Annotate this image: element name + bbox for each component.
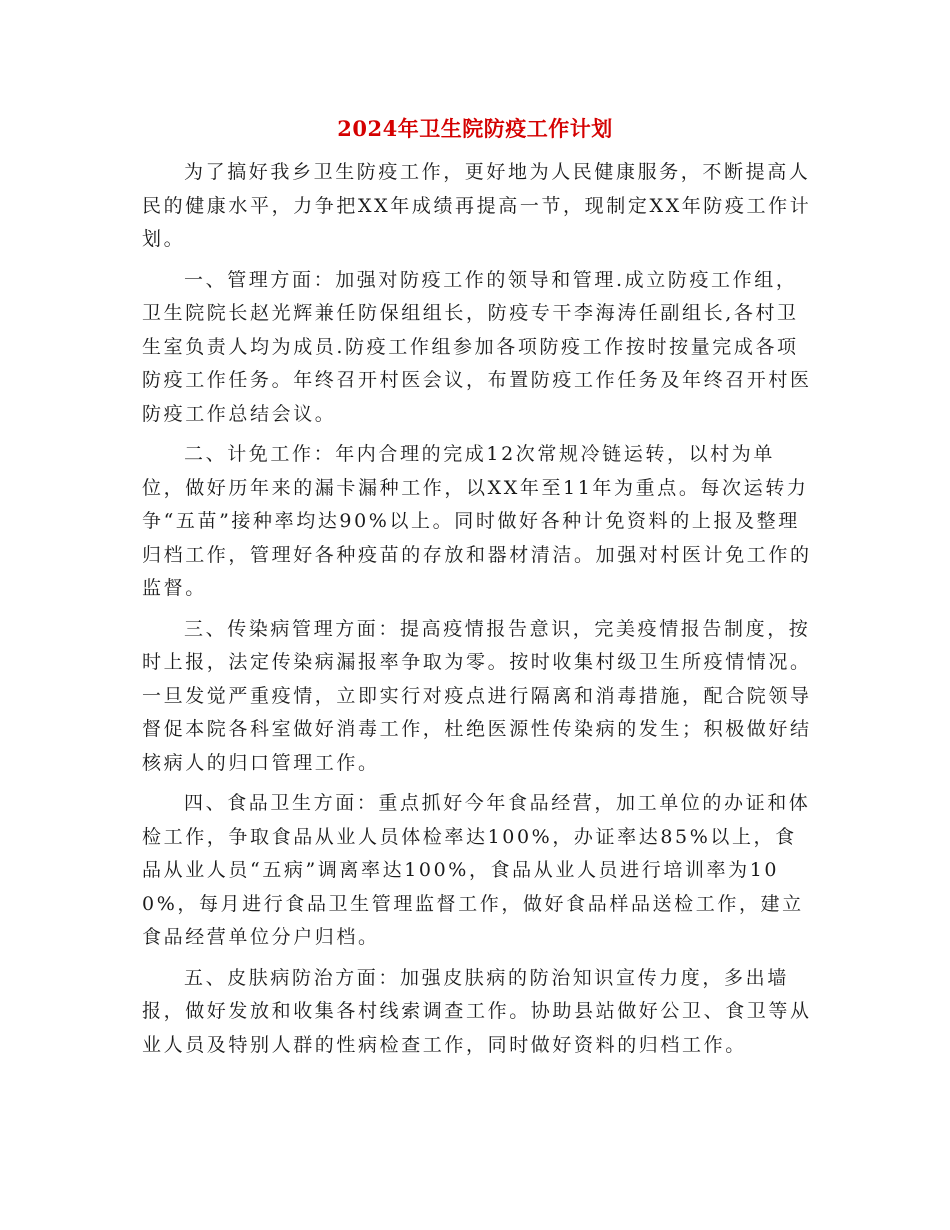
document-body [142,156,817,1069]
paragraph-immunization: 二、计免工作：年内合理的完成12次常规冷链运转，以村为单位，做好历年来的漏卡漏种工作，以XX年至11年为重点。每次运转力争“五苗”接种率均达90%以上。同时做好各种计免资料的上报及整理归档工作，管理好各种疫苗的存放和器材清洁。加强对村医计免工作的监督。 [142,443,812,599]
paragraph-management: 一、管理方面：加强对防疫工作的领导和管理.成立防疫工作组，卫生院院长赵光辉兼任防保组组长，防疫专干李海涛任副组长,各村卫生室负责人均为成员.防疫工作组参加各项防疫工作按时按量完成各项防疫工作任务。年终召开村医会议，布置防疫工作任务及年终召开村医防疫工作总结会议。 [142,268,812,425]
document-title: 2024年卫生院防疫工作计划 [337,116,613,141]
paragraph-infectious-disease: 三、传染病管理方面：提高疫情报告意识，完美疫情报告制度，按时上报，法定传染病漏报率争取为零。按时收集村级卫生所疫情情况。一旦发觉严重疫情，立即实行对疫点进行隔离和消毒措施，配合院领导督促本院各科室做好消毒工作，杜绝医源性传染病的发生；积极做好结核病人的归口管理工作。 [142,617,812,774]
paragraph-skin-disease: 五、皮肤病防治方面：加强皮肤病的防治知识宣传力度，多出墙报，做好发放和收集各村线索调查工作。协助县站做好公卫、食卫等从业人员及特别人群的性病检查工作，同时做好资料的归档工作。 [142,966,812,1056]
paragraph-food-hygiene: 四、食品卫生方面：重点抓好今年食品经营，加工单位的办证和体检工作，争取食品从业人员体检率达100%，办证率达85%以上，食品从业人员“五病”调离率达100%，食品从业人员进行培训率为100%，每月进行食品卫生管理监督工作，做好食品样品送检工作，建立食品经营单位分户归档。 [142,792,811,948]
paragraph-intro: 为了搞好我乡卫生防疫工作，更好地为人民健康服务，不断提高人民的健康水平，力争把XX年成绩再提高一节，现制定XX年防疫工作计划。 [142,161,812,250]
